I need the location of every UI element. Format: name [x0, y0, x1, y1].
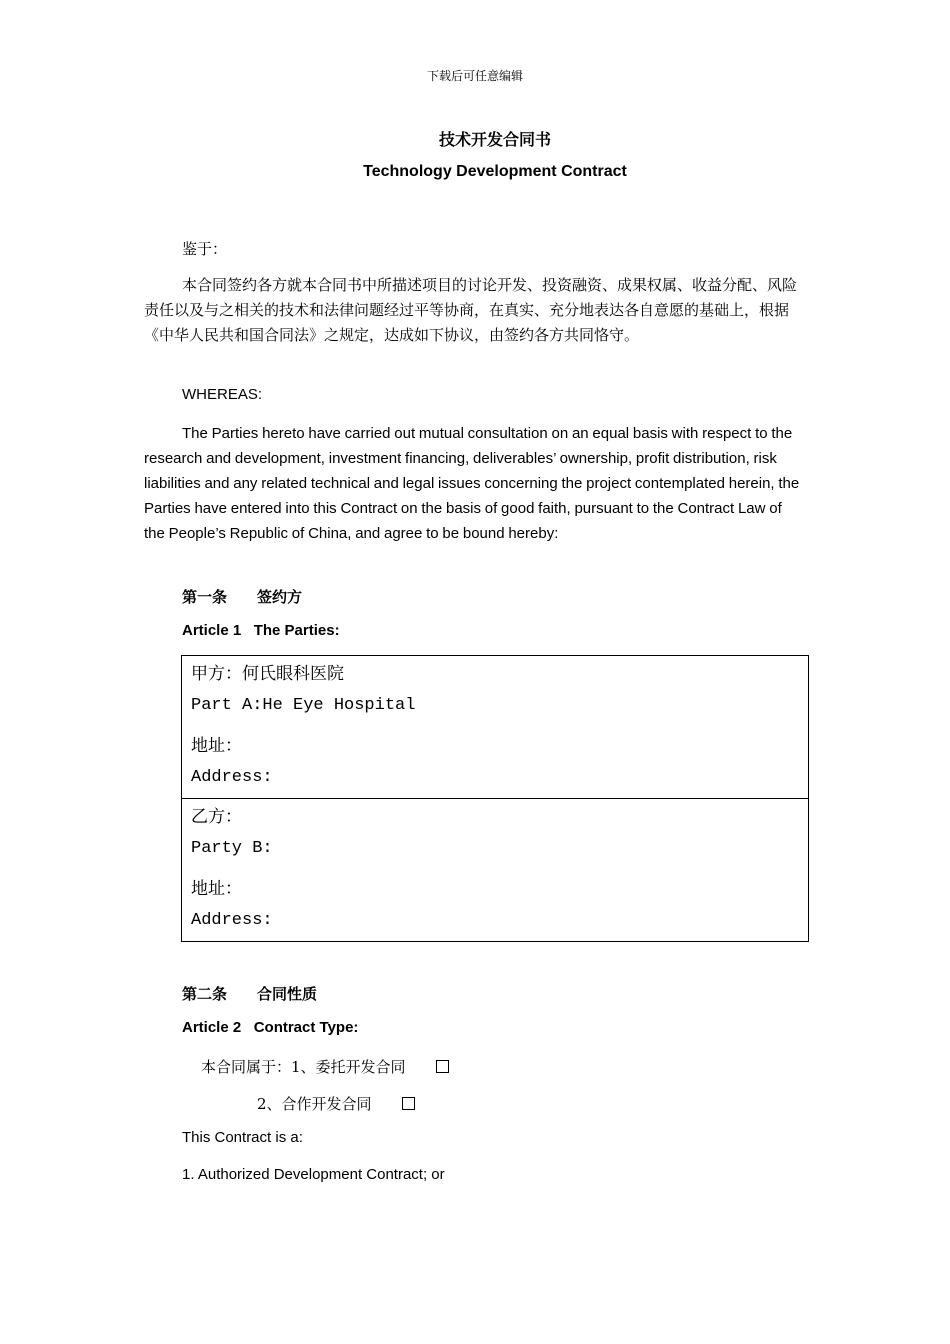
whereas-label-en: WHEREAS: [182, 386, 263, 403]
title-english: Technology Development Contract [363, 163, 627, 180]
party-a-address-cn: 地址： [191, 736, 242, 756]
article2-heading-cn: 第二条 合同性质 [182, 986, 318, 1003]
party-b-address-en: Address: [191, 911, 273, 930]
article1-heading-cn: 第一条 签约方 [182, 589, 303, 606]
option2-checkbox[interactable] [402, 1097, 415, 1110]
whereas-label-cn: 鉴于： [182, 240, 228, 258]
party-a-address-en: Address: [191, 768, 273, 787]
whereas-body-cn: 本合同签约各方就本合同书中所描述项目的讨论开发、投资融资、成果权属、收益分配、风险责任以及与之相关的技术和法律问题经过平等协商，在真实、充分地表达各自意愿的基础上，根据《中华人民共和国合同法》之规定，达成如下协议，由签约各方共同恪守。 [144, 276, 798, 344]
option1-checkbox[interactable] [436, 1060, 449, 1073]
party-b-name-cn: 乙方： [191, 807, 242, 827]
page-header-note: 下载后可任意编辑 [426, 69, 523, 83]
article2-heading-en: Article 2 Contract Type: [182, 1019, 359, 1036]
party-a-name-en: Part A:He Eye Hospital [191, 696, 416, 715]
party-b-name-en: Party B: [191, 839, 273, 858]
contract-type-option1-en: 1. Authorized Development Contract; or [182, 1166, 445, 1183]
contract-type-option1-cn [201, 1056, 449, 1077]
contract-type-option2-cn [257, 1093, 415, 1114]
contract-type-option1-label: 本合同属于：1、委托开发合同 [201, 1058, 406, 1076]
contract-type-option2-label: 2、合作开发合同 [257, 1095, 372, 1113]
article1-heading-en: Article 1 The Parties: [182, 622, 340, 639]
whereas-body-en: The Parties hereto have carried out mutual consultation on an equal basis with respect to the research and development, investment financing, deliverables’ ownership, profit distribution, risk liabilities and any related technical and legal issues concerning the project contemplated herein, the Parties have entered into this Contract on the basis of good faith, pursuant to the Contract Law of the People’s Republic of China, and agree to be bound hereby: [144, 425, 800, 542]
title-chinese: 技术开发合同书 [438, 132, 551, 149]
party-b-address-cn: 地址： [191, 879, 242, 899]
party-b-cell [182, 798, 808, 941]
party-a-cell [182, 656, 808, 798]
party-a-name-cn: 甲方：何氏眼科医院 [191, 664, 344, 684]
parties-table [181, 655, 809, 942]
contract-type-intro-en: This Contract is a: [182, 1129, 303, 1146]
